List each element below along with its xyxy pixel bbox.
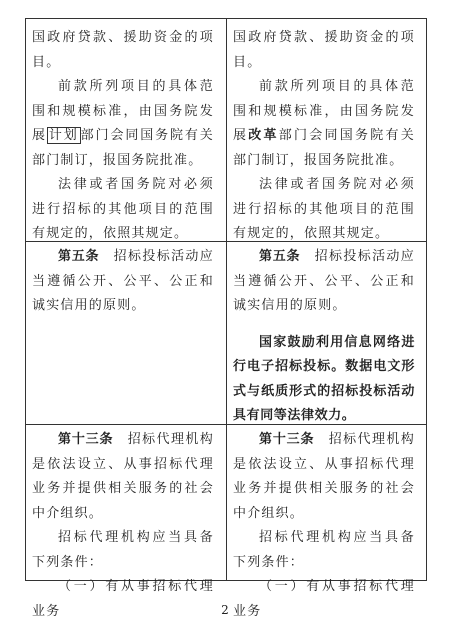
added-paragraph: 国家鼓励利用信息网络进行电子招标投标。数据电文形式与纸质形式的招标投标活动具有同等法律效力。 <box>233 334 415 423</box>
row1-right-cell <box>227 26 421 247</box>
paragraph <box>233 428 415 526</box>
article-number: 第十三条 <box>259 432 315 447</box>
article-number: 第十三条 <box>58 432 114 447</box>
article-number: 第五条 <box>58 249 100 264</box>
bold-text: 改革 <box>248 128 279 143</box>
paragraph <box>233 75 415 173</box>
text-span: 部门会同国务院有关部门制订，报国务院批准。 <box>233 128 416 168</box>
paragraph: （一）有从事招标代理业务 <box>233 579 415 619</box>
paragraph: 法律或者国务院对必须进行招标的其他项目的范围有规定的，依照其规定。 <box>233 177 415 241</box>
paragraph <box>32 245 214 319</box>
paragraph: 法律或者国务院对必须进行招标的其他项目的范围有规定的，依照其规定。 <box>32 177 214 241</box>
comparison-table <box>25 18 427 619</box>
paragraph: 招标代理机构应当具备下列条件： <box>32 530 214 570</box>
paragraph: 国政府贷款、援助资金的项目。 <box>32 30 214 70</box>
paragraph <box>32 75 214 173</box>
paragraph: 招标代理机构应当具备下列条件： <box>233 530 415 570</box>
text-span: 招标投标活动应当遵循公开、公平、公正和诚实信用的原则。 <box>32 249 214 313</box>
paragraph: （一）有从事招标代理业务 <box>32 579 214 619</box>
paragraph <box>233 245 415 319</box>
boxed-text: 计划 <box>48 128 79 143</box>
paragraph: 国政府贷款、援助资金的项目。 <box>233 30 415 70</box>
row2-left-cell <box>26 245 220 319</box>
row1-left-cell <box>26 26 220 247</box>
text-span: 部门会同国务院有关部门制订，报国务院批准。 <box>32 128 214 168</box>
paragraph <box>32 428 214 526</box>
text-span: 招标代理机构是依法设立、从事招标代理业务并提供相关服务的社会中介组织。 <box>233 432 415 521</box>
row2-right-cell <box>227 245 421 429</box>
text-span: 前款所列项目的具体范围和规模标准，由国务院发展 <box>233 79 415 143</box>
text-span: 招标投标活动应当遵循公开、公平、公正和诚实信用的原则。 <box>233 249 415 313</box>
article-number: 第五条 <box>259 249 301 264</box>
text-span: 前款所列项目的具体范围和规模标准，由国务院发展 <box>32 79 214 143</box>
row3-right-cell <box>227 428 421 624</box>
row3-left-cell <box>26 428 220 624</box>
text-span: 招标代理机构是依法设立、从事招标代理业务并提供相关服务的社会中介组织。 <box>32 432 214 521</box>
page-number: 2 <box>221 603 229 617</box>
